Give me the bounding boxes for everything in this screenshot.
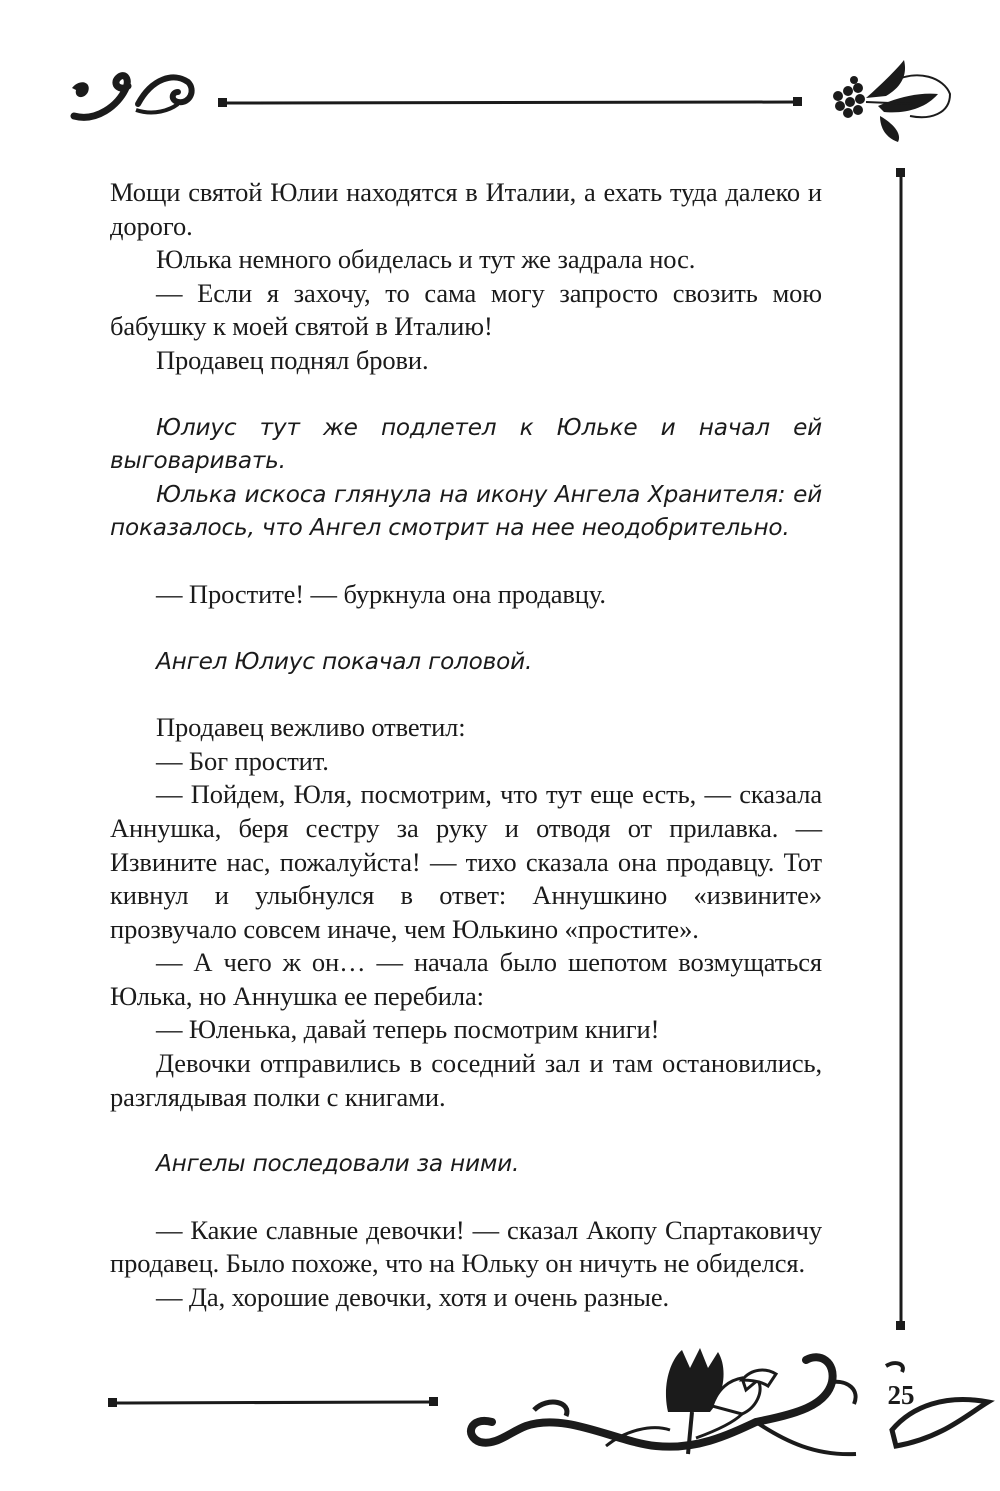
paragraph: Девочки отправились в соседний зал и там остановились, разглядывая полки с книгами. (110, 1048, 822, 1112)
italic-paragraph: Ангелы последовали за ними. (156, 1150, 520, 1178)
italic-paragraph: Юлька искоса глянула на икону Ангела Хранителя: ей показалось, что Ангел смотрит на нее неодобрительно. (110, 480, 822, 542)
page-number: 25 (887, 1380, 915, 1410)
paragraph: Мощи святой Юлии находятся в Италии, а ехать туда далеко и дорого. (110, 177, 822, 241)
paragraph: — Какие славные девочки! — сказал Акопу Спартаковичу продавец. Было похоже, что на Юльку он ничуть не обиделся. (110, 1214, 822, 1279)
paragraph: Продавец вежливо ответил: (156, 712, 466, 743)
bottom-rule (108, 1396, 440, 1410)
italic-paragraph: Юлиус тут же подлетел к Юльке и начал ей выговаривать. (110, 413, 822, 475)
top-rule (218, 96, 804, 110)
paragraph: — Пойдем, Юля, посмотрим, что тут еще есть, — сказала Аннушка, беря сестру за руку и отводя от прилавка. — Извините нас, пожалуйста! — тихо сказала она продавцу. Тот кивнул и улыбнулся в ответ: Аннушкино «извините» прозвучало совсем иначе, чем Юлькино «простите». (110, 779, 822, 944)
italic-paragraph: Ангел Юлиус покачал головой. (156, 647, 533, 675)
paragraph: — Юленька, давай теперь посмотрим книги! (156, 1014, 660, 1045)
paragraph: — Если я захочу, то сама могу запросто свозить мою бабушку к моей святой в Италию! (110, 277, 822, 342)
top-left-flourish-ornament (66, 64, 196, 126)
paragraph: Продавец поднял брови. (156, 344, 429, 375)
paragraph: — Простите! — буркнула она продавцу. (156, 578, 606, 609)
paragraph: Юлька немного обиделась и тут же задрала нос. (156, 244, 696, 275)
right-vertical-rule (894, 168, 908, 1332)
berries-leaves-ornament (826, 58, 956, 146)
page-text (110, 176, 822, 1315)
paragraph: — Да, хорошие девочки, хотя и очень разные. (156, 1282, 670, 1313)
paragraph: — А чего ж он… — начала было шепотом возмущаться Юлька, но Аннушка ее перебила: (110, 947, 822, 1011)
paragraph: — Бог простит. (156, 745, 329, 776)
